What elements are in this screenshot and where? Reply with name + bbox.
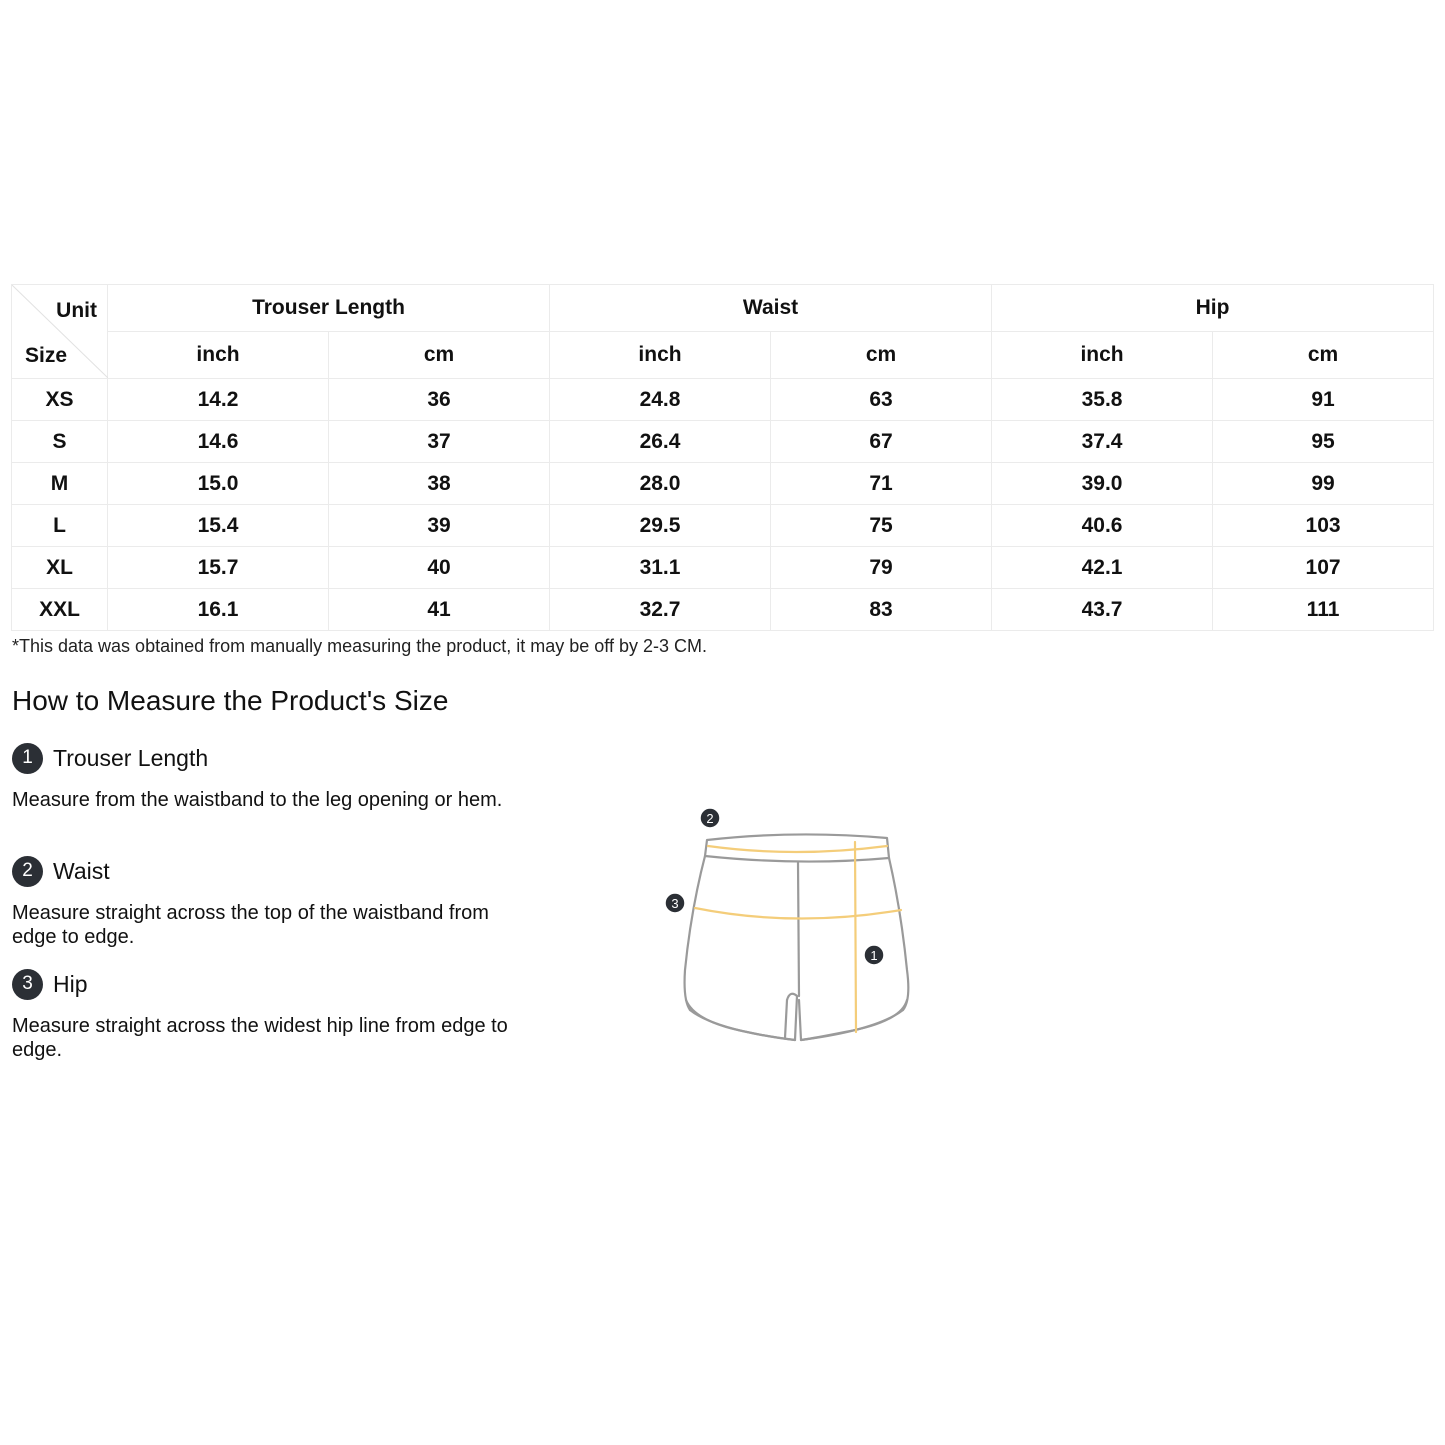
value-cell: 16.1 <box>108 589 329 631</box>
value-cell: 83 <box>771 589 992 631</box>
table-row <box>12 463 1434 505</box>
step-number-badge: 3 <box>12 969 43 1000</box>
size-cell: XXL <box>12 589 108 631</box>
value-cell: 42.1 <box>992 547 1213 589</box>
value-cell: 41 <box>329 589 550 631</box>
value-cell: 43.7 <box>992 589 1213 631</box>
table-row <box>12 589 1434 631</box>
how-to-measure-title: How to Measure the Product's Size <box>12 685 449 716</box>
unit-header: cm <box>329 332 550 379</box>
step-title: Waist <box>53 857 110 884</box>
value-cell: 29.5 <box>550 505 771 547</box>
value-cell: 40 <box>329 547 550 589</box>
unit-header: inch <box>992 332 1213 379</box>
marker-label: 3 <box>671 896 679 911</box>
group-header-hip: Hip <box>992 285 1434 332</box>
table-unit-header-row <box>12 332 1434 379</box>
value-cell: 103 <box>1213 505 1434 547</box>
step-hip <box>12 968 522 1062</box>
step-title: Hip <box>53 970 88 997</box>
value-cell: 67 <box>771 421 992 463</box>
size-cell: L <box>12 505 108 547</box>
marker-label: 1 <box>870 948 878 963</box>
value-cell: 24.8 <box>550 379 771 421</box>
value-cell: 14.2 <box>108 379 329 421</box>
value-cell: 31.1 <box>550 547 771 589</box>
size-cell: M <box>12 463 108 505</box>
step-number-badge: 1 <box>12 743 43 774</box>
size-cell: XL <box>12 547 108 589</box>
value-cell: 111 <box>1213 589 1434 631</box>
size-chart-table <box>11 284 1434 631</box>
step-description: Measure straight across the top of the waistband from edge to edge. <box>12 902 489 948</box>
unit-header: inch <box>550 332 771 379</box>
unit-header: cm <box>1213 332 1434 379</box>
size-cell: XS <box>12 379 108 421</box>
value-cell: 39 <box>329 505 550 547</box>
group-header-waist: Waist <box>550 285 992 332</box>
table-row <box>12 421 1434 463</box>
value-cell: 79 <box>771 547 992 589</box>
measurement-disclaimer: *This data was obtained from manually measuring the product, it may be off by 2-3 CM. <box>12 636 708 656</box>
value-cell: 36 <box>329 379 550 421</box>
value-cell: 26.4 <box>550 421 771 463</box>
diagram-marker-1 <box>864 945 884 965</box>
value-cell: 75 <box>771 505 992 547</box>
shorts-outline <box>685 834 909 1040</box>
size-cell: S <box>12 421 108 463</box>
value-cell: 37 <box>329 421 550 463</box>
value-cell: 14.6 <box>108 421 329 463</box>
value-cell: 39.0 <box>992 463 1213 505</box>
value-cell: 32.7 <box>550 589 771 631</box>
value-cell: 15.4 <box>108 505 329 547</box>
value-cell: 40.6 <box>992 505 1213 547</box>
shorts-measurement-diagram <box>655 800 925 1050</box>
marker-label: 2 <box>706 811 714 826</box>
step-title: Trouser Length <box>53 744 209 771</box>
value-cell: 63 <box>771 379 992 421</box>
value-cell: 71 <box>771 463 992 505</box>
corner-size-label: Size <box>25 344 68 367</box>
value-cell: 37.4 <box>992 421 1213 463</box>
value-cell: 91 <box>1213 379 1434 421</box>
waist-measure-line <box>708 846 887 852</box>
diagram-marker-2 <box>700 808 720 828</box>
length-measure-line <box>855 842 856 1032</box>
unit-header: cm <box>771 332 992 379</box>
table-row <box>12 547 1434 589</box>
value-cell: 28.0 <box>550 463 771 505</box>
table-row <box>12 505 1434 547</box>
value-cell: 35.8 <box>992 379 1213 421</box>
table-group-header-row <box>12 285 1434 332</box>
group-header-trouser-length: Trouser Length <box>108 285 550 332</box>
step-waist <box>12 855 522 949</box>
value-cell: 38 <box>329 463 550 505</box>
step-description: Measure from the waistband to the leg opening or hem. <box>12 789 503 811</box>
value-cell: 15.7 <box>108 547 329 589</box>
table-corner-cell <box>12 285 108 379</box>
value-cell: 95 <box>1213 421 1434 463</box>
value-cell: 107 <box>1213 547 1434 589</box>
table-row <box>12 379 1434 421</box>
step-trouser-length <box>12 742 522 812</box>
value-cell: 15.0 <box>108 463 329 505</box>
diagram-marker-3 <box>665 893 685 913</box>
value-cell: 99 <box>1213 463 1434 505</box>
corner-unit-label: Unit <box>56 299 97 322</box>
unit-header: inch <box>108 332 329 379</box>
step-number-badge: 2 <box>12 856 43 887</box>
step-description: Measure straight across the widest hip line from edge to edge. <box>12 1015 508 1061</box>
